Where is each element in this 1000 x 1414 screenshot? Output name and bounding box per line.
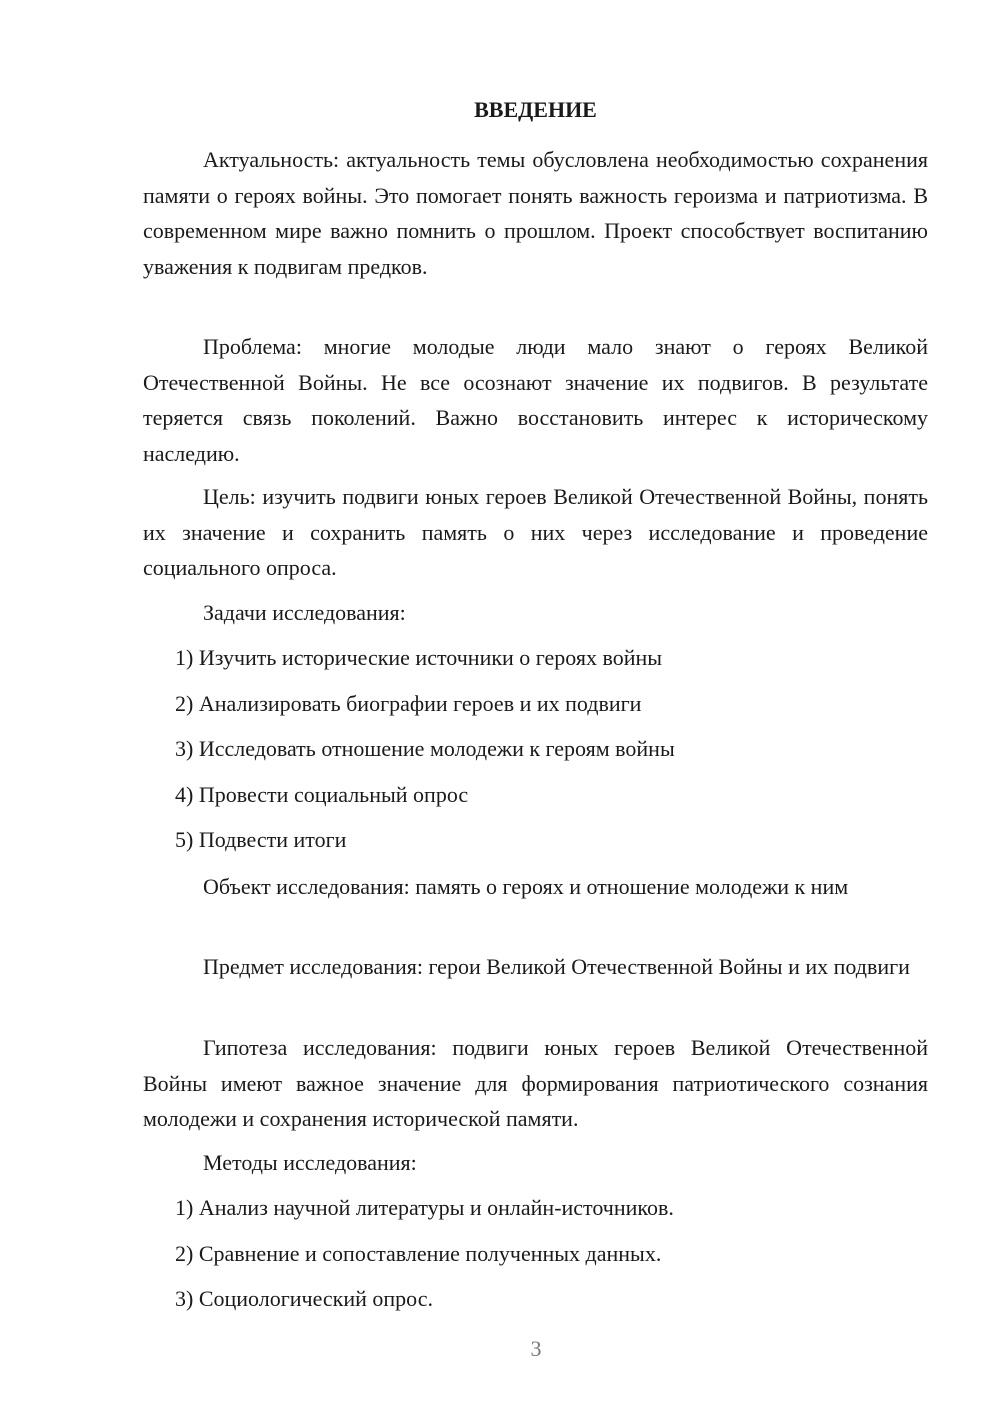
task-item: 1) Изучить исторические источники о героях войны	[175, 645, 663, 670]
task-item: 2) Анализировать биографии героев и их подвиги	[175, 691, 642, 716]
goal-paragraph: Цель: изучить подвиги юных героев Великой Отечественной Войны, понять их значение и сохранить память о них через исследование и проведение социального опроса.	[143, 484, 928, 580]
relevance-paragraph: Актуальность: актуальность темы обусловлена необходимостью сохранения памяти о героях войны. Это помогает понять важность героизма и патриотизма. В современном мире важно помнить о прошлом. Проект способствует воспитанию уважения к подвигам предков.	[143, 147, 928, 279]
subject-paragraph: Предмет исследования: герои Великой Отечественной Войны и их подвиги	[203, 954, 910, 979]
method-item: 1) Анализ научной литературы и онлайн-источников.	[175, 1195, 674, 1220]
method-item: 2) Сравнение и сопоставление полученных данных.	[175, 1241, 662, 1266]
tasks-title: Задачи исследования:	[203, 600, 406, 625]
page-title: ВВЕДЕНИЕ	[474, 97, 597, 122]
hypothesis-paragraph: Гипотеза исследования: подвиги юных героев Великой Отечественной Войны имеют важное значение для формирования патриотического сознания молодежи и сохранения исторической памяти.	[143, 1035, 928, 1131]
task-item: 5) Подвести итоги	[175, 827, 347, 852]
problem-paragraph: Проблема: многие молодые люди мало знают о героях Великой Отечественной Войны. Не все осознают значение их подвигов. В результате теряется связь поколений. Важно восстановить интерес к историческому наследию.	[143, 334, 928, 466]
page-number: 3	[530, 1336, 542, 1361]
method-item: 3) Социологический опрос.	[175, 1286, 433, 1311]
task-item: 3) Исследовать отношение молодежи к героям войны	[175, 736, 675, 761]
task-item: 4) Провести социальный опрос	[175, 782, 469, 807]
methods-title: Методы исследования:	[203, 1150, 417, 1175]
object-paragraph: Объект исследования: память о героях и отношение молодежи к ним	[203, 874, 849, 899]
